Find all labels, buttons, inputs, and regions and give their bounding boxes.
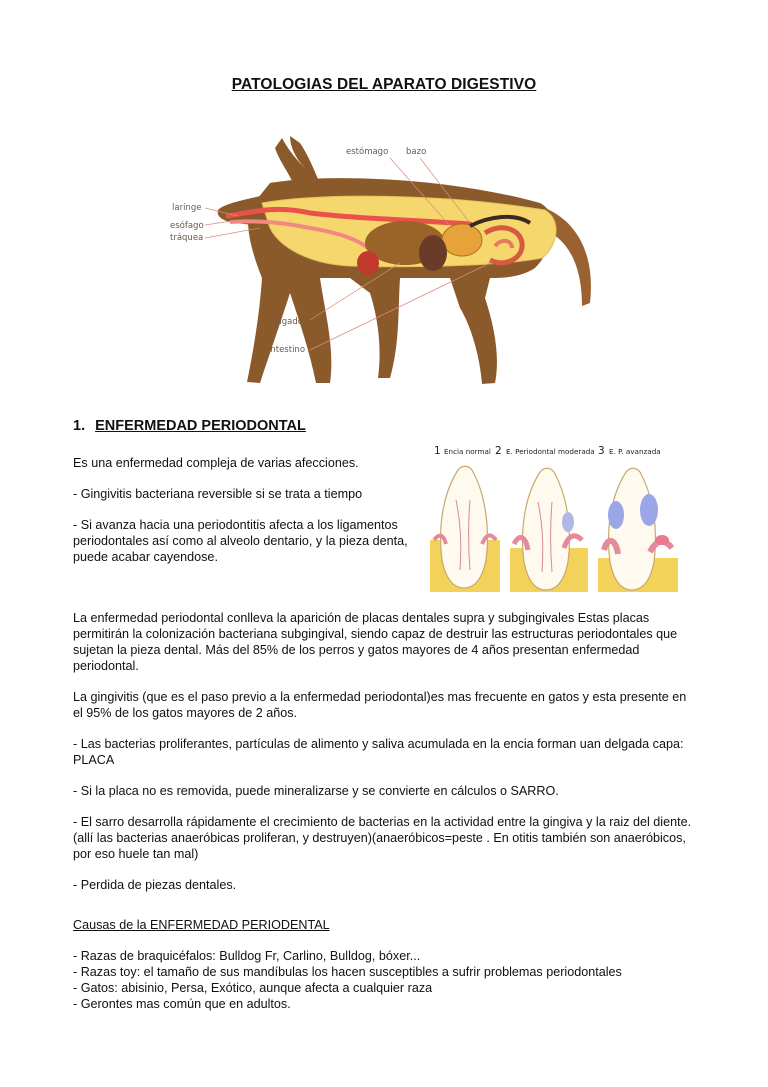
tooth-normal xyxy=(430,466,500,592)
stage-2-label: E. Periodontal moderada xyxy=(506,447,595,456)
stage-3-label: E. P. avanzada xyxy=(609,447,661,456)
list-item: - Razas de braquicéfalos: Bulldog Fr, Carlino, Bulldog, bóxer... xyxy=(73,949,421,963)
label-larynx: laringe xyxy=(172,203,202,213)
stage-1-label: Encia normal xyxy=(444,447,491,456)
intro-paragraph: Es una enfermedad compleja de varias afecciones. xyxy=(73,456,359,470)
section-intro xyxy=(73,455,413,580)
dog-spleen xyxy=(419,235,447,271)
causes-list xyxy=(73,948,698,1012)
document-title: PATOLOGIAS DEL APARATO DIGESTIVO xyxy=(231,76,537,93)
periodontal-stages-diagram xyxy=(428,440,678,592)
body-paragraph: La enfermedad periodontal conlleva la aparición de placas dentales supra y subgingivales Estas placas permitirán la colonización bacteriana subgingival, siendo capaz de destruir las estructuras periodontales que sujetan la pieza dental. Más del 85% de los perros y gatos mayores de 4 años presentan enfermedad periodontal. xyxy=(73,611,678,673)
stage-3-number: 3 xyxy=(598,445,605,457)
body-paragraph: - El sarro desarrolla rápidamente el crecimiento de bacterias en la actividad entre la gingiva y la raiz del diente. (allí las bacterias anaeróbicas proliferan, y destruyen)(anaeróbicos=peste . En otitis también son anaeróbicos, por eso huele tan mal) xyxy=(73,815,692,861)
list-item: - Gerontes mas común que en adultos. xyxy=(73,997,291,1011)
tooth-advanced xyxy=(598,468,678,592)
body-paragraph: La gingivitis (que es el paso previo a la enfermedad periodontal)es mas frecuente en gatos y esta presente en el 95% de los gatos mayores de 2 años. xyxy=(73,690,687,720)
body-paragraph: - Las bacterias proliferantes, partículas de alimento y saliva acumulada en la encia forman uan delgada capa: PLACA xyxy=(73,737,684,767)
tooth-moderate xyxy=(510,468,588,592)
section-number: 1. xyxy=(73,418,86,434)
list-item: - Razas toy: el tamaño de sus mandíbulas los hacen susceptibles a sufrir problemas periodontales xyxy=(73,965,622,979)
label-liver: hígado xyxy=(274,317,303,327)
causes-title: Causas de la ENFERMEDAD PERIODENTAL xyxy=(73,918,330,932)
label-stomach: estómago xyxy=(346,147,389,157)
label-esophagus: esófago xyxy=(170,221,204,231)
section-heading xyxy=(73,418,306,434)
section-body xyxy=(73,610,698,1012)
intro-paragraph: - Si avanza hacia una periodontitis afecta a los ligamentos periodontales así como al alveolo dentario, y la pieza denta, puede acabar cayendose. xyxy=(73,518,408,564)
dog-digestive-diagram xyxy=(150,128,620,398)
section-title: ENFERMEDAD PERIODONTAL xyxy=(95,418,306,434)
dog-heart xyxy=(357,251,379,275)
intro-paragraph: - Gingivitis bacteriana reversible si se trata a tiempo xyxy=(73,487,363,501)
body-paragraph: - Perdida de piezas dentales. xyxy=(73,878,237,892)
label-trachea: tráquea xyxy=(170,233,204,243)
dog-stomach xyxy=(442,224,482,256)
stage-2-number: 2 xyxy=(495,445,502,457)
label-spleen: bazo xyxy=(406,147,427,157)
list-item: - Gatos: abisinio, Persa, Exótico, aunque afecta a cualquier raza xyxy=(73,981,433,995)
stage-1-number: 1 xyxy=(434,445,441,457)
label-intestine: intestino xyxy=(268,345,306,355)
body-paragraph: - Si la placa no es removida, puede mineralizarse y se convierte en cálculos o SARRO. xyxy=(73,784,559,798)
